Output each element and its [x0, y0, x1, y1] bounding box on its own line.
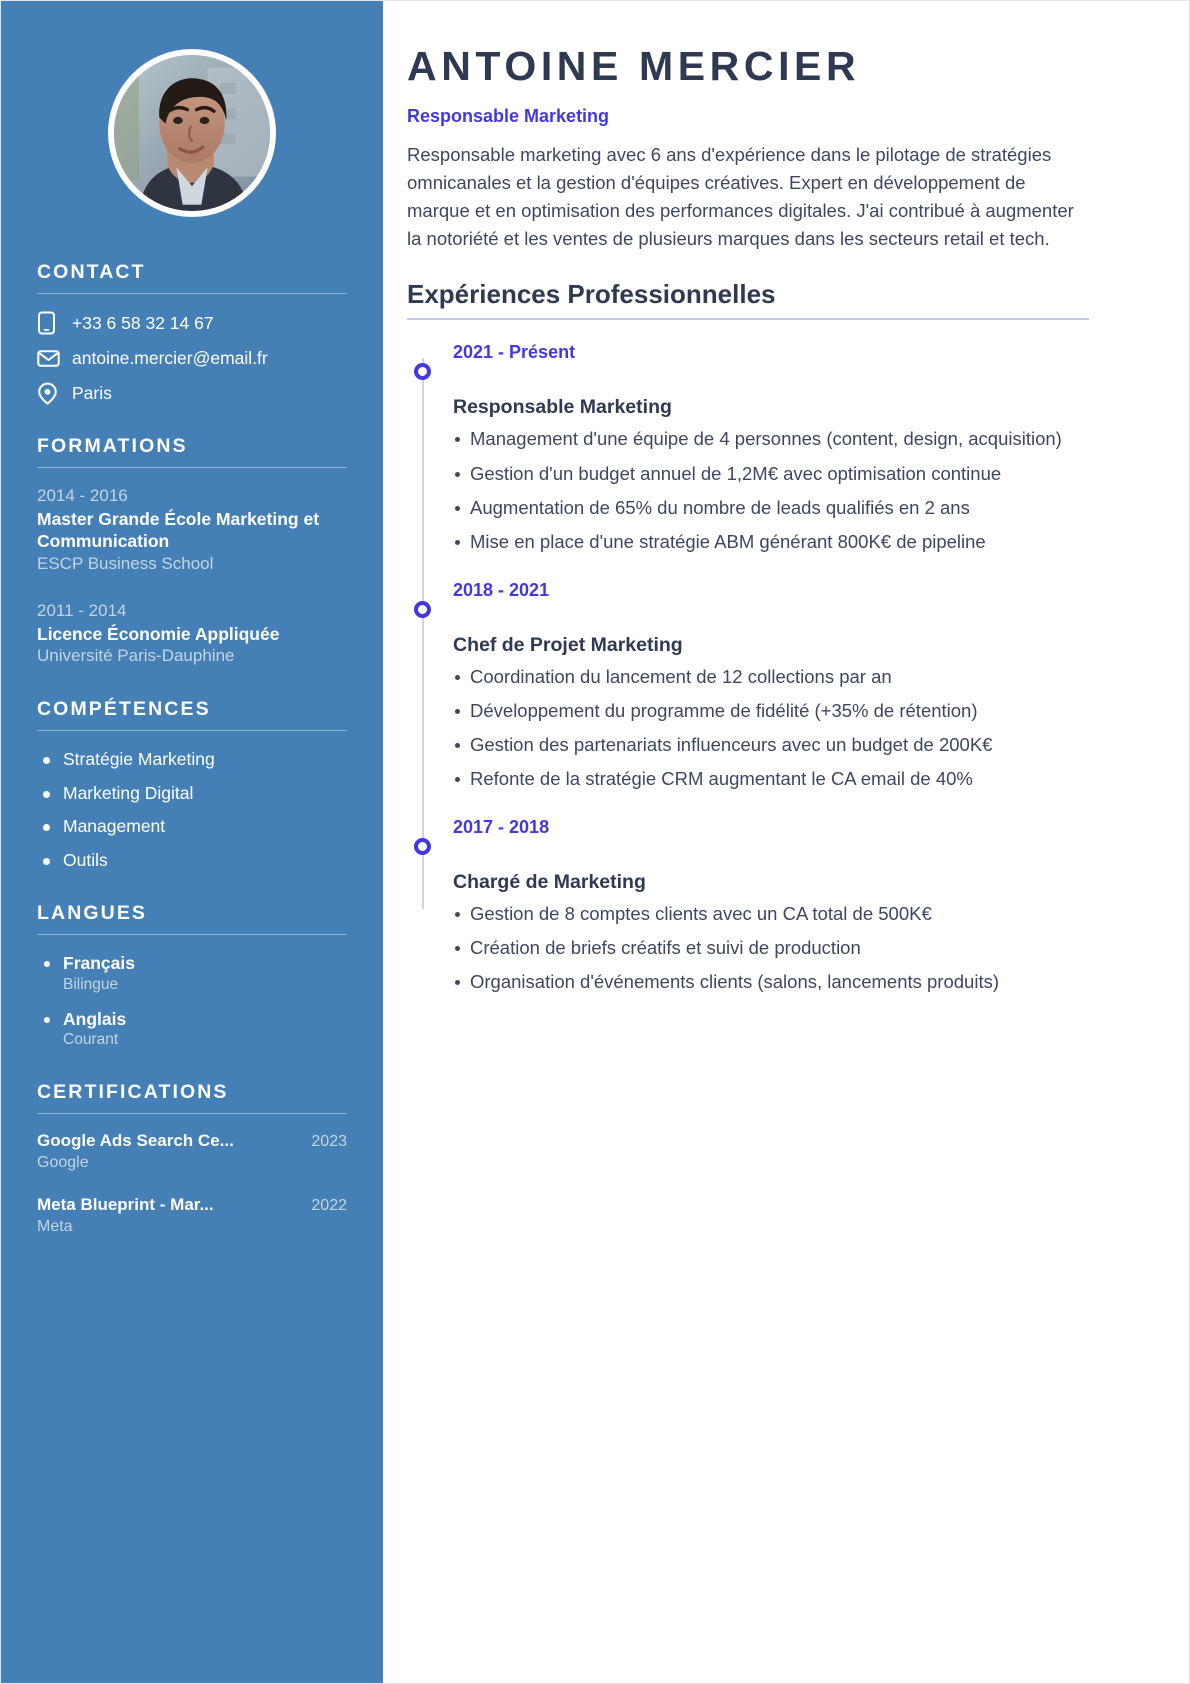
location-icon: [37, 382, 63, 405]
skill-item: Management: [37, 815, 347, 838]
experience-bullet: Augmentation de 65% du nombre de leads qualifiés en 2 ans: [453, 495, 1089, 521]
contact-email[interactable]: [37, 348, 347, 369]
languages-heading: LANGUES: [37, 901, 148, 924]
experience-bullet: Gestion d'un budget annuel de 1,2M€ avec optimisation continue: [453, 461, 1089, 487]
skill-item: Outils: [37, 849, 347, 872]
experience-bullet: Organisation d'événements clients (salons, lancements produits): [453, 969, 1089, 995]
experience-role: Chef de Projet Marketing: [453, 633, 683, 656]
certification-name: Google Ads Search Ce...: [37, 1131, 234, 1151]
main-content: [383, 1, 1189, 1683]
timeline-marker-icon: [414, 838, 431, 855]
certification-issuer: Google: [37, 1154, 89, 1172]
language-name: Anglais: [63, 1008, 127, 1029]
experience-bullets: [453, 426, 1089, 555]
job-title: Responsable Marketing: [407, 106, 610, 127]
profile-photo-illustration: [114, 55, 270, 211]
language-level: Courant: [63, 1031, 119, 1049]
avatar-container: [37, 49, 347, 217]
experience-bullet: Gestion des partenariats influenceurs avec un budget de 200K€: [453, 732, 1089, 758]
experience-role: Responsable Marketing: [453, 396, 672, 419]
experience-bullet: Mise en place d'une stratégie ABM générant 800K€ de pipeline: [453, 529, 1089, 555]
certifications-divider: [37, 1113, 347, 1114]
education-date: 2014 - 2016: [37, 486, 128, 505]
education-degree: Licence Économie Appliquée: [37, 623, 280, 644]
experience-item: [453, 580, 1089, 793]
contact-phone[interactable]: [37, 311, 347, 335]
contact-location[interactable]: [37, 382, 347, 405]
languages-section: [37, 902, 347, 1051]
experience-date: 2021 - Présent: [453, 342, 576, 363]
profile-summary: Responsable marketing avec 6 ans d'expérience dans le pilotage de stratégies omnicanales et la gestion d'équipes créatives. Expert en développement de marque et en optimisation des performances digitales. J'ai contribué à augmenter la notoriété et les ventes de plusieurs marques dans les secteurs retail et tech.: [407, 144, 1074, 250]
education-item: [37, 485, 347, 576]
timeline-marker-icon: [414, 363, 431, 380]
contact-heading: CONTACT: [37, 261, 146, 283]
languages-divider: [37, 934, 347, 935]
contact-divider: [37, 293, 347, 294]
experience-role: Chargé de Marketing: [453, 870, 646, 893]
skill-item: Marketing Digital: [37, 782, 347, 805]
skills-divider: [37, 730, 347, 731]
education-divider: [37, 467, 347, 468]
certification-name: Meta Blueprint - Mar...: [37, 1194, 214, 1214]
education-heading: FORMATIONS: [37, 435, 188, 457]
experience-bullet: Développement du programme de fidélité (+35% de rétention): [453, 698, 1089, 724]
email-icon: [37, 349, 63, 368]
skill-item: Stratégie Marketing: [37, 748, 347, 771]
skills-section: [37, 698, 347, 872]
language-name: Français: [63, 952, 135, 973]
education-date: 2011 - 2014: [37, 600, 127, 620]
language-level: Bilingue: [63, 975, 119, 993]
contact-section: [37, 261, 347, 405]
contact-phone-value: +33 6 58 32 14 67: [72, 312, 214, 333]
certification-header: [37, 1195, 347, 1215]
certification-item: [37, 1195, 347, 1238]
experience-bullet: Gestion de 8 comptes clients avec un CA total de 500K€: [453, 901, 1089, 927]
experience-heading: Expériences Professionnelles: [407, 279, 776, 310]
education-section: [37, 435, 347, 668]
experience-item: [453, 342, 1089, 555]
education-school: Université Paris-Dauphine: [37, 645, 235, 665]
experience-item: [453, 817, 1089, 996]
language-item: [37, 952, 347, 996]
certification-header: [37, 1131, 347, 1151]
experience-bullets: [453, 901, 1089, 996]
experience-bullet: Management d'une équipe de 4 personnes (content, design, acquisition): [453, 426, 1089, 452]
certification-item: [37, 1131, 347, 1174]
experience-date: 2017 - 2018: [453, 816, 550, 837]
skills-list: [37, 748, 347, 872]
experience-bullet: Refonte de la stratégie CRM augmentant le CA email de 40%: [453, 766, 1089, 792]
contact-location-value: Paris: [72, 383, 112, 403]
phone-icon: [37, 311, 63, 335]
education-degree: Master Grande École Marketing et Communication: [37, 508, 320, 552]
language-item: [37, 1008, 347, 1052]
contact-email-value: antoine.mercier@email.fr: [72, 348, 268, 368]
experience-date: 2018 - 2021: [453, 579, 550, 600]
avatar: [108, 49, 276, 217]
languages-list: [37, 952, 347, 1051]
experience-bullets: [453, 664, 1089, 793]
page-title: ANTOINE MERCIER: [407, 43, 861, 89]
education-school: ESCP Business School: [37, 553, 214, 573]
certification-year: 2023: [311, 1133, 347, 1151]
experience-bullet: Coordination du lancement de 12 collections par an: [453, 664, 1089, 690]
experience-timeline: [407, 342, 1089, 995]
education-item: [37, 600, 347, 668]
experience-bullet: Création de briefs créatifs et suivi de production: [453, 935, 1089, 961]
sidebar: [1, 1, 383, 1683]
certification-year: 2022: [311, 1196, 347, 1214]
timeline-marker-icon: [414, 601, 431, 618]
experience-divider: [407, 318, 1089, 320]
certifications-heading: CERTIFICATIONS: [37, 1081, 229, 1104]
certification-issuer: Meta: [37, 1217, 73, 1235]
skills-heading: COMPÉTENCES: [37, 697, 211, 720]
certifications-section: [37, 1081, 347, 1238]
